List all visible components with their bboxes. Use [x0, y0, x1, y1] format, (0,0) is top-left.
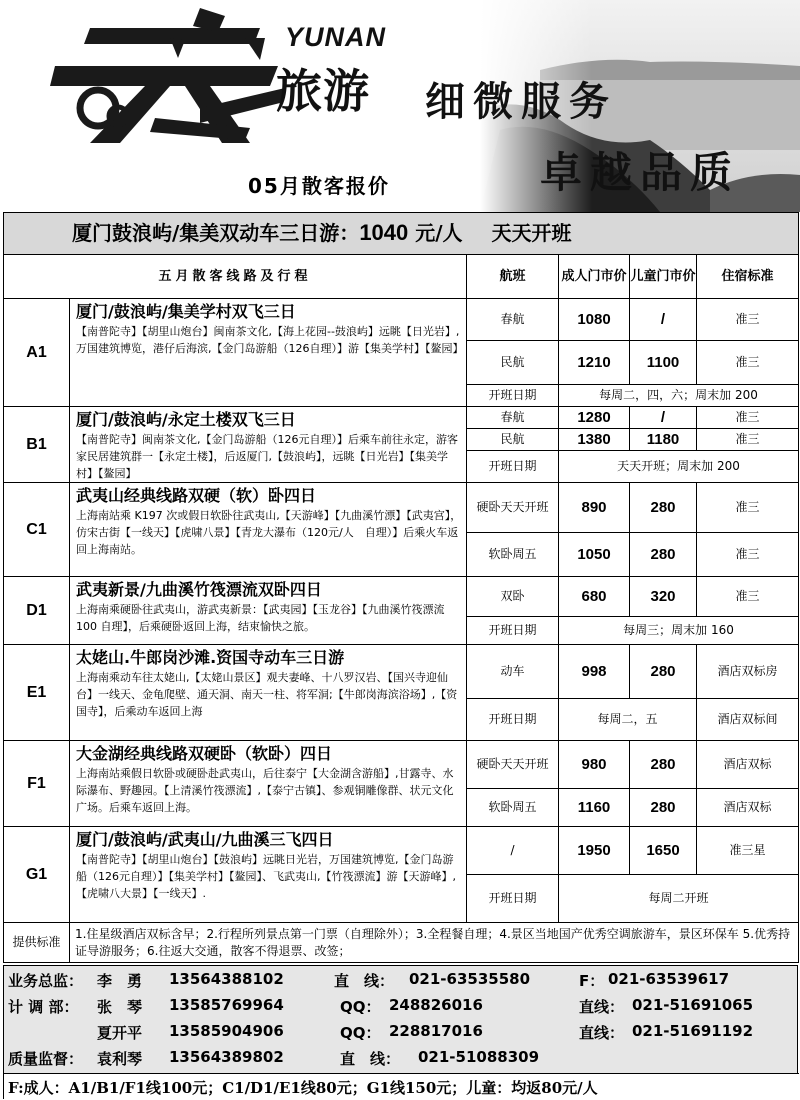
contact-name: 李 勇: [97, 972, 143, 990]
schedule-label: 开班日期: [467, 451, 559, 483]
page-title: 05月散客报价: [248, 174, 390, 198]
flight-cell: 硬卧天天开班: [467, 483, 559, 533]
contact-fax: 021-63539617: [608, 970, 730, 988]
child-price: 280: [630, 645, 697, 699]
child-price: 1180: [630, 429, 697, 451]
hotel-cell: 酒店双标: [697, 789, 799, 827]
contact-mobile: 13564388102: [169, 970, 284, 988]
table-row: [4, 407, 799, 429]
col-header-flight: 航班: [467, 255, 559, 299]
adult-price: 1050: [559, 533, 630, 577]
contact-row: [4, 1046, 799, 1070]
adult-price: 1950: [559, 827, 630, 875]
route-description: 上海南乘硬卧往武夷山，游武夷新景：【武夷园】【玉龙谷】【九曲溪竹筏漂流 100 自理】，后乘硬卧返回上海，结束愉快之旅。: [76, 603, 456, 633]
contact-row: [4, 994, 799, 1018]
logo-chinese-text: 旅游: [276, 64, 370, 118]
contact-name: 张 琴: [97, 998, 143, 1016]
route-cell: [70, 407, 467, 483]
schedule-label: 开班日期: [467, 875, 559, 923]
route-description: 上海南站乘 K197 次或假日软卧往武夷山,【天游峰】【九曲溪竹漂】【武夷宫】，仿宋古街【一线天】【虎啸八景】【青龙大瀑布（120元/人 自理）】后乘火车返回上海南站。: [76, 509, 462, 556]
route-code: B1: [4, 407, 70, 483]
col-header-hotel: 住宿标准: [697, 255, 799, 299]
route-cell: [70, 577, 467, 645]
route-title: 太姥山.牛郎岗沙滩.资国寺动车三日游: [76, 648, 345, 667]
route-description: 【南普陀寺】【胡里山炮台】【鼓浪屿】远眺日光岩，万国建筑博览,【金门岛游船（126元自理）】【集美学村】【鳌园】、飞武夷山,【竹筏漂流】游【天游峰】,【虎啸八大景】【一线天】.: [76, 853, 456, 900]
col-header-adult: 成人门市价: [559, 255, 630, 299]
flight-cell: 民航: [467, 341, 559, 385]
adult-price: 680: [559, 577, 630, 617]
flight-cell: 春航: [467, 407, 559, 429]
contact-tel: 021-51691065: [632, 996, 754, 1014]
hotel-cell: 准三: [697, 429, 799, 451]
adult-price: 1280: [559, 407, 630, 429]
route-description: 上海南乘动车往太姥山,【太姥山景区】观夫妻峰、十八罗汉岩、【国兴寺迎仙台】一线天、金龟爬壁、通天洞、南天一柱、将军洞;【牛郎岗海滨浴场】,【资国寺】，后乘动车返回上海: [76, 671, 458, 718]
child-price: 320: [630, 577, 697, 617]
hotel-cell: 酒店双标间: [697, 699, 799, 741]
standards-label: 提供标准: [4, 923, 70, 963]
flight-cell: /: [467, 827, 559, 875]
hotel-cell: 准三: [697, 299, 799, 341]
route-code: E1: [4, 645, 70, 741]
route-code: F1: [4, 741, 70, 827]
child-price: /: [630, 407, 697, 429]
contact-role: 业务总监：: [8, 972, 84, 990]
contact-tel: 021-63535580: [409, 970, 531, 988]
schedule-label: 开班日期: [467, 699, 559, 741]
contact-mobile: 13585904906: [169, 1022, 284, 1040]
child-price: 280: [630, 483, 697, 533]
route-description: 【南普陀寺】闽南茶文化,【金门岛游船（126元自理）】后乘车前往永定，游客家民居建筑群一【永定土楼】，后返厦门,【鼓浪屿】，远眺【日光岩】【集美学村】【鳌园】: [76, 433, 458, 480]
contact-mobile: 13564389802: [169, 1048, 284, 1066]
child-price: /: [630, 299, 697, 341]
route-code: C1: [4, 483, 70, 577]
adult-price: 1080: [559, 299, 630, 341]
header: [0, 0, 800, 212]
contact-role: 质量监督：: [8, 1050, 84, 1068]
adult-price: 998: [559, 645, 630, 699]
route-title: 厦门/鼓浪屿/永定土楼双飞三日: [76, 410, 296, 429]
adult-price: 890: [559, 483, 630, 533]
featured-offer-name: 厦门鼓浪屿/集美双动车三日游：: [72, 221, 360, 245]
route-title: 武夷新景/九曲溪竹筏漂流双卧四日: [76, 580, 322, 599]
hotel-cell: 准三星: [697, 827, 799, 875]
featured-offer: [4, 213, 799, 255]
hotel-cell: 酒店双标: [697, 741, 799, 789]
schedule-value: 每周二，五: [559, 699, 697, 741]
featured-offer-row: [4, 213, 799, 255]
schedule-value: 每周二，四，六；周末加 200: [559, 385, 799, 407]
route-cell: [70, 645, 467, 741]
hotel-cell: 酒店双标房: [697, 645, 799, 699]
contact-qq: 248826016: [389, 996, 483, 1014]
table-row: [4, 645, 799, 699]
flight-cell: 双卧: [467, 577, 559, 617]
contact-row: [4, 968, 799, 992]
contact-role: 计 调 部：: [8, 998, 79, 1016]
table-header-row: [4, 255, 799, 299]
flight-cell: 民航: [467, 429, 559, 451]
logo-english-text: YUNAN: [285, 22, 387, 52]
adult-price: 1380: [559, 429, 630, 451]
slogan-quality: 卓越品质: [540, 148, 741, 197]
child-price: 280: [630, 741, 697, 789]
table-row: [4, 299, 799, 341]
hotel-cell: 准三: [697, 407, 799, 429]
contact-tel-label: 直 线：: [334, 972, 395, 990]
contact-qq-label: QQ：: [340, 1024, 381, 1042]
col-header-child: 儿童门市价: [630, 255, 697, 299]
flight-cell: 春航: [467, 299, 559, 341]
table-row: [4, 577, 799, 617]
contact-mobile: 13585769964: [169, 996, 284, 1014]
hotel-cell: 准三: [697, 341, 799, 385]
schedule-label: 开班日期: [467, 617, 559, 645]
schedule-value: 每周二开班: [559, 875, 799, 923]
route-title: 大金湖经典线路双硬卧（软卧）四日: [76, 744, 333, 763]
route-description: 【南普陀寺】【胡里山炮台】闽南茶文化,【海上花园--鼓浪屿】远眺【日光岩】,万国建筑博览，港仔后海滨,【金门岛游船（126自理）】游【集美学村】【鳌园】: [76, 325, 464, 355]
contact-name: 夏开平: [97, 1024, 143, 1042]
flight-cell: 硬卧天天开班: [467, 741, 559, 789]
contact-name: 袁利琴: [97, 1050, 143, 1068]
contacts-panel: [3, 965, 798, 1099]
route-code: D1: [4, 577, 70, 645]
route-title: 武夷山经典线路双硬（软）卧四日: [76, 486, 317, 505]
table-row: [4, 827, 799, 875]
route-cell: [70, 483, 467, 577]
route-code: A1: [4, 299, 70, 407]
table-row: [4, 483, 799, 533]
flight-cell: 软卧周五: [467, 789, 559, 827]
schedule-label: 开班日期: [467, 385, 559, 407]
contact-tel: 021-51088309: [418, 1048, 540, 1066]
contact-qq: 228817016: [389, 1022, 483, 1040]
route-description: 上海南站乘假日软卧或硬卧赴武夷山，后往泰宁【大金湖含游船】,甘露寺、水际瀑布、野趣园。【上清溪竹筏漂流】,【泰宁古镇】、参观铜雕像群、状元文化广场。后乘车返回上海。: [76, 767, 454, 814]
contact-qq-label: QQ：: [340, 998, 381, 1016]
route-cell: [70, 299, 467, 407]
schedule-value: 每周三；周末加 160: [559, 617, 799, 645]
contact-tel-label: 直线：: [579, 1024, 625, 1042]
contact-row: [4, 1020, 799, 1044]
featured-offer-price: 1040: [359, 220, 409, 245]
slogan-service: 细微服务: [425, 78, 617, 125]
adult-price: 1210: [559, 341, 630, 385]
route-title: 厦门/鼓浪屿/武夷山/九曲溪三飞四日: [76, 830, 334, 849]
featured-offer-schedule: 天天开班: [491, 221, 572, 245]
route-code: G1: [4, 827, 70, 923]
col-header-route: 五月散客线路及行程: [4, 255, 467, 299]
child-price: 280: [630, 789, 697, 827]
flight-cell: 软卧周五: [467, 533, 559, 577]
contact-tel-label: 直线：: [579, 998, 625, 1016]
adult-price: 1160: [559, 789, 630, 827]
hotel-cell: 准三: [697, 483, 799, 533]
table-row: [4, 741, 799, 789]
standards-text: 1.住星级酒店双标含早；2.行程所列景点第一门票（自理除外）；3.全程餐自理；4.景区当地国产优秀空调旅游车，景区环保车 5.优秀持证导游服务；6.往返大交通，散客不得退票、改签；: [70, 923, 799, 963]
route-cell: [70, 827, 467, 923]
hotel-cell: 准三: [697, 533, 799, 577]
child-price: 1100: [630, 341, 697, 385]
contact-fax-label: F：: [579, 972, 605, 990]
route-title: 厦门/鼓浪屿/集美学村双飞三日: [76, 302, 296, 321]
route-cell: [70, 741, 467, 827]
schedule-value: 天天开班；周末加 200: [559, 451, 799, 483]
child-price: 1650: [630, 827, 697, 875]
child-price: 280: [630, 533, 697, 577]
hotel-cell: 准三: [697, 577, 799, 617]
contact-tel-label: 直 线：: [340, 1050, 401, 1068]
contact-tel: 021-51691192: [632, 1022, 754, 1040]
adult-price: 980: [559, 741, 630, 789]
rebate-note: F:成人：A1/B1/F1线100元；C1/D1/E1线80元；G1线150元；儿童：均返80元/人: [4, 1073, 799, 1099]
flight-cell: 动车: [467, 645, 559, 699]
price-table: [3, 212, 799, 963]
featured-offer-unit: 元/人: [415, 221, 463, 245]
standards-row: [4, 923, 799, 963]
